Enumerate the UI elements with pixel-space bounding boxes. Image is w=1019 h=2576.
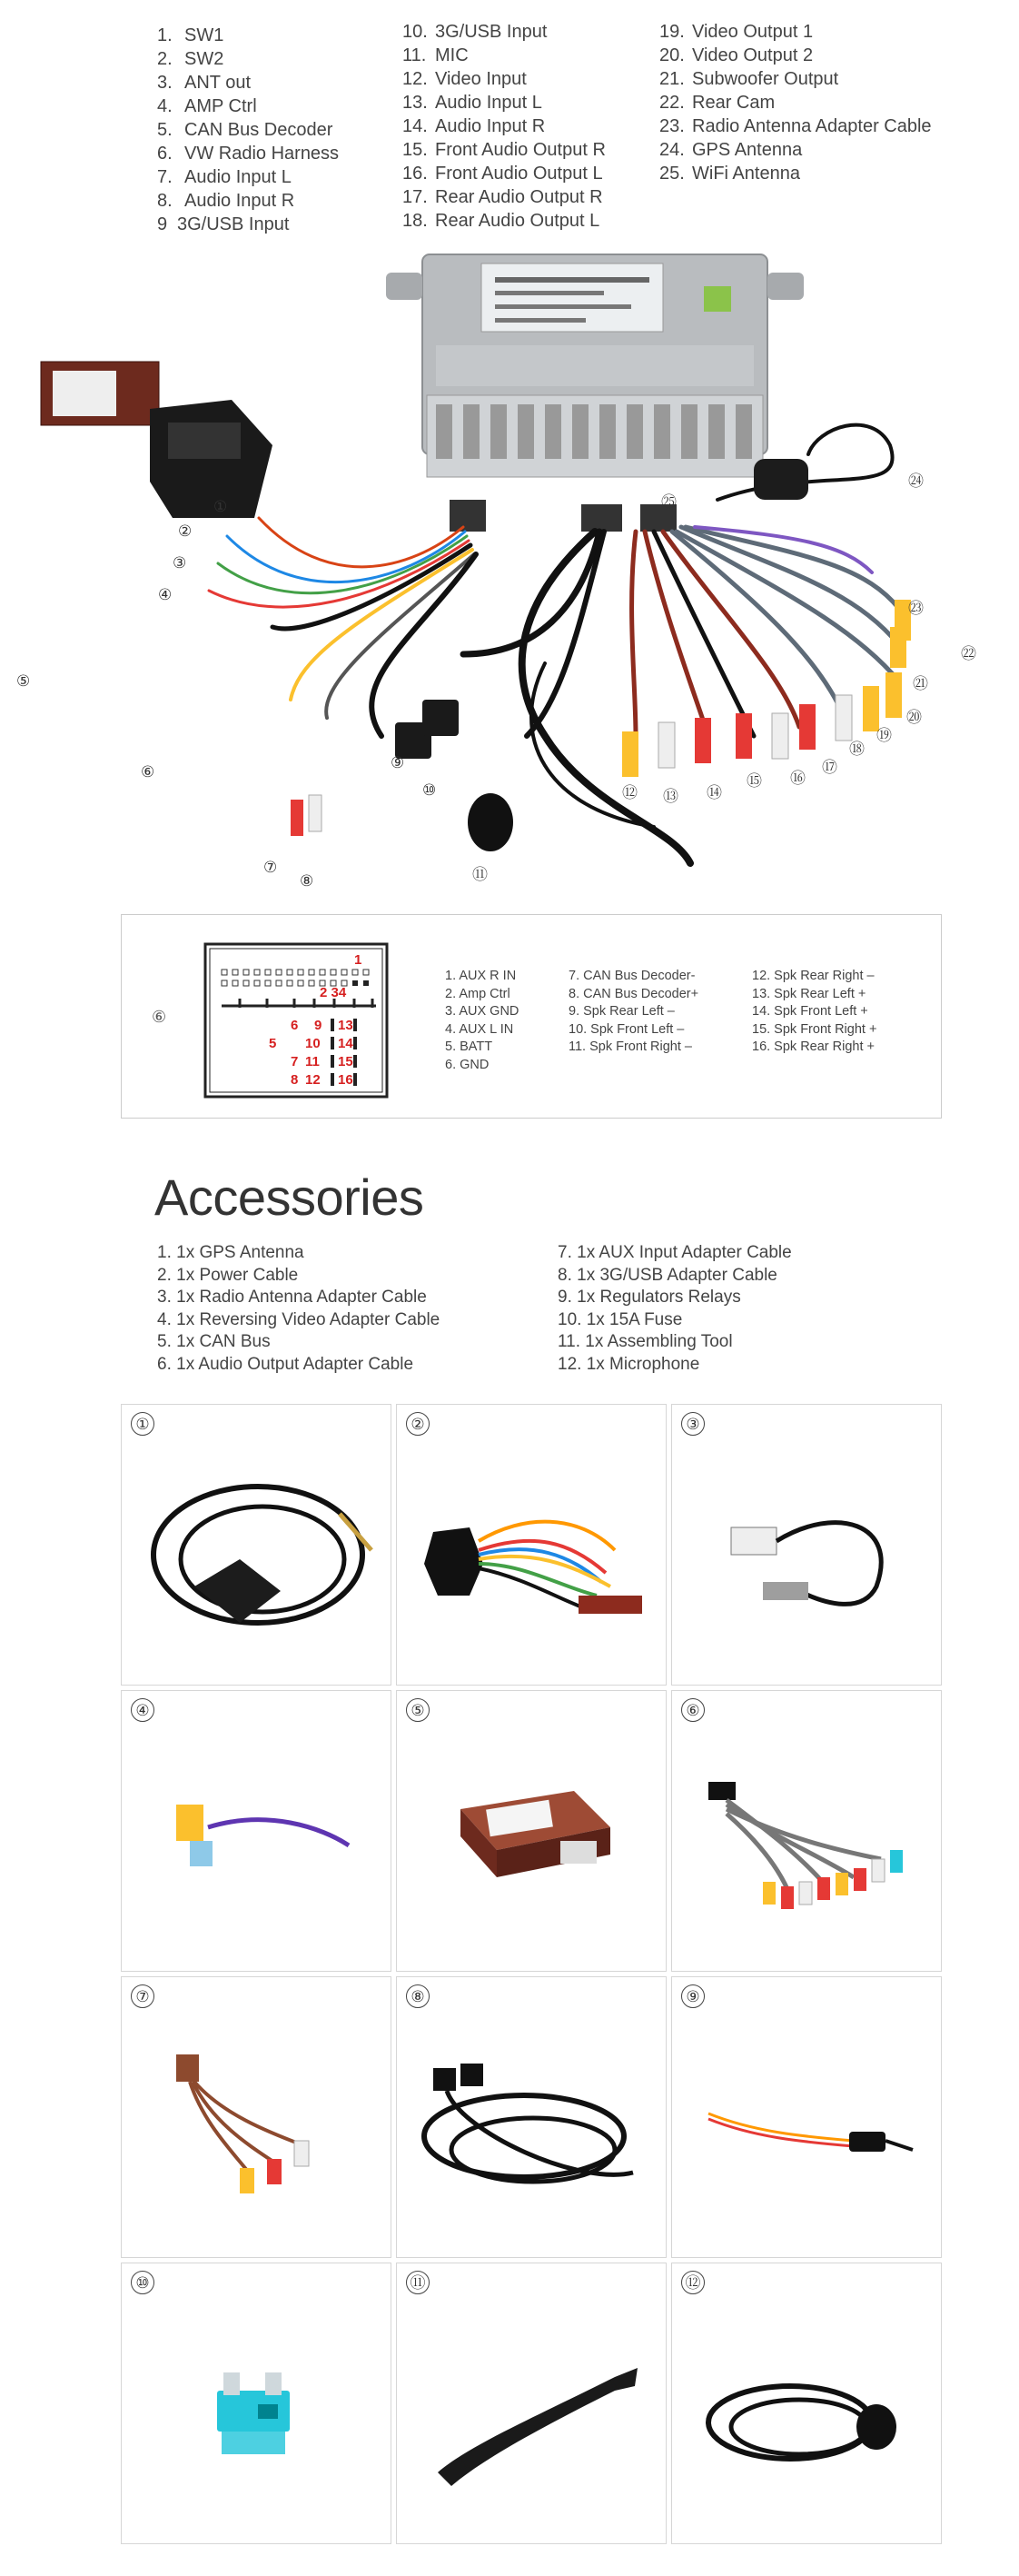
callout-24: ㉔	[908, 472, 924, 491]
legend-item: 5. CAN Bus Decoder	[157, 120, 333, 140]
accessory-card-8	[396, 1976, 667, 2258]
legend-item: 13. Audio Input L	[402, 93, 542, 113]
card-number: ②	[406, 1412, 430, 1436]
callout-20: ⑳	[906, 709, 922, 727]
usb-cable-icon	[397, 1977, 668, 2259]
pin-number: 13	[338, 1018, 353, 1033]
connector-pinout-diagram	[203, 942, 391, 1099]
accessory-card-2	[396, 1404, 667, 1686]
microphone-icon	[468, 793, 513, 851]
reversing-video-adapter-icon	[122, 1691, 392, 1973]
legend-item: 7. Audio Input L	[157, 167, 292, 187]
legend-item: 23. Radio Antenna Adapter Cable	[659, 116, 932, 136]
accessory-item: 3. 1x Radio Antenna Adapter Cable	[157, 1288, 427, 1307]
legend-column-2	[402, 20, 606, 233]
pin-number: 6	[291, 1018, 299, 1033]
callout-4: ④	[158, 586, 173, 604]
accessory-card-1	[121, 1404, 391, 1686]
legend-item: 19. Video Output 1	[659, 22, 814, 42]
callout-15: ⑮	[747, 772, 762, 791]
assembling-tool-icon	[397, 2263, 668, 2545]
callout-12: ⑫	[622, 784, 638, 802]
can-bus-decoder-icon	[41, 362, 159, 425]
card-number: ⑧	[406, 1984, 430, 2008]
callout-10: ⑩	[422, 781, 437, 800]
wiring-diagram	[0, 227, 1019, 900]
radio-antenna-adapter-icon	[672, 1405, 943, 1686]
accessory-card-4	[121, 1690, 391, 1972]
legend-item: 1. SW1	[157, 25, 224, 45]
accessories-list-2	[558, 1242, 792, 1376]
can-bus-box-icon	[397, 1691, 668, 1973]
pin-label: 13. Spk Rear Left +	[752, 986, 866, 1001]
pin-label: 8. CAN Bus Decoder+	[569, 986, 699, 1001]
pin-number: 15	[338, 1054, 353, 1069]
audio-output-cable-icon	[672, 1691, 943, 1973]
callout-19: ⑲	[876, 727, 892, 745]
legend-column-3	[659, 20, 932, 185]
accessory-card-12	[671, 2263, 942, 2544]
legend-item: 4. AMP Ctrl	[157, 96, 257, 116]
callout-17: ⑰	[822, 759, 837, 777]
pin-label: 16. Spk Rear Right +	[752, 1039, 876, 1054]
accessory-card-7	[121, 1976, 391, 2258]
card-number: ④	[131, 1698, 154, 1722]
card-number: ⑩	[131, 2271, 154, 2294]
legend-item: 18. Rear Audio Output L	[402, 211, 600, 231]
pin-label: 11. Spk Front Right –	[569, 1039, 692, 1054]
accessory-item: 2. 1x Power Cable	[157, 1265, 299, 1285]
callout-3: ③	[173, 554, 187, 572]
accessory-item: 5. 1x CAN Bus	[157, 1332, 271, 1351]
callout-14: ⑭	[707, 784, 722, 802]
accessories-list-1	[157, 1242, 440, 1376]
pin-label: 9. Spk Rear Left –	[569, 1004, 675, 1019]
pin-number: 14	[338, 1036, 353, 1051]
legend-item: 21. Subwoofer Output	[659, 69, 839, 89]
vw-radio-harness-icon	[150, 400, 272, 518]
legend-item: 9 3G/USB Input	[157, 214, 290, 234]
pinout-column-3	[752, 968, 876, 1057]
card-number: ⑨	[681, 1984, 705, 2008]
gps-antenna-icon	[754, 459, 808, 500]
callout-16: ⑯	[790, 770, 806, 788]
legend-item: 6. VW Radio Harness	[157, 144, 340, 164]
legend-item: 25. WiFi Antenna	[659, 164, 800, 184]
accessories-heading: Accessories	[154, 1169, 424, 1226]
callout-25: ㉕	[661, 493, 677, 512]
legend-item: 14. Audio Input R	[402, 116, 546, 136]
card-number: ①	[131, 1412, 154, 1436]
legend-item: 2. SW2	[157, 49, 224, 69]
card-number: ⑪	[406, 2271, 430, 2294]
legend-item: 3. ANT out	[157, 73, 251, 93]
pin-label: 12. Spk Rear Right –	[752, 969, 875, 983]
pin-label: 7. CAN Bus Decoder-	[569, 969, 696, 983]
callout-8: ⑧	[300, 872, 314, 890]
legend-item: 12. Video Input	[402, 69, 527, 89]
pin-label: 1. AUX R IN	[445, 969, 517, 983]
callout-13: ⑬	[663, 788, 678, 806]
pin-number: 9	[314, 1018, 322, 1033]
pin-label: 14. Spk Front Left +	[752, 1004, 868, 1019]
pin-number: 10	[305, 1036, 321, 1051]
accessory-card-6	[671, 1690, 942, 1972]
pinout-column-1	[445, 968, 519, 1074]
accessory-item: 7. 1x AUX Input Adapter Cable	[558, 1243, 792, 1262]
legend-item: 11. MIC	[402, 45, 469, 65]
callout-21: ㉑	[913, 675, 928, 693]
pin-label: 4. AUX L IN	[445, 1021, 514, 1037]
accessory-card-11	[396, 2263, 667, 2544]
accessory-item: 8. 1x 3G/USB Adapter Cable	[558, 1265, 777, 1285]
card-number: ⑥	[681, 1698, 705, 1722]
pin-label: 5. BATT	[445, 1039, 493, 1054]
legend-item: 8. Audio Input R	[157, 191, 295, 211]
card-number: ⑦	[131, 1984, 154, 2008]
pin-number: 11	[305, 1054, 320, 1069]
pin-label: 3. AUX GND	[445, 1004, 519, 1019]
callout-7: ⑦	[263, 859, 278, 877]
callout-5: ⑤	[16, 672, 31, 691]
callout-23: ㉓	[908, 600, 924, 618]
pinout-column-2	[569, 968, 698, 1057]
pin-number: 5	[269, 1036, 277, 1051]
pin-number: 7	[291, 1054, 299, 1069]
legend-item: 10. 3G/USB Input	[402, 22, 548, 42]
legend-item: 22. Rear Cam	[659, 93, 776, 113]
pin-number: 1	[354, 952, 362, 968]
pin-label: 10. Spk Front Left –	[569, 1021, 685, 1037]
accessory-item: 1. 1x GPS Antenna	[157, 1243, 304, 1262]
gps-antenna-icon	[122, 1405, 392, 1686]
legend-item: 16. Front Audio Output L	[402, 164, 603, 184]
callout-9: ⑨	[391, 754, 405, 772]
accessory-item: 10. 1x 15A Fuse	[558, 1309, 683, 1329]
callout-18: ⑱	[849, 741, 865, 759]
pinout-label: ⑥	[152, 1008, 167, 1026]
accessory-item: 12. 1x Microphone	[558, 1354, 700, 1374]
relay-cable-icon	[672, 1977, 943, 2259]
power-cable-icon	[397, 1405, 668, 1686]
pin-number: 12	[305, 1072, 321, 1088]
accessory-card-10	[121, 2263, 391, 2544]
card-number: ③	[681, 1412, 705, 1436]
pin-number: 2 34	[320, 985, 347, 1000]
legend-item: 24. GPS Antenna	[659, 140, 803, 160]
accessory-card-3	[671, 1404, 942, 1686]
accessory-card-9	[671, 1976, 942, 2258]
accessory-item: 9. 1x Regulators Relays	[558, 1288, 741, 1307]
pin-label: 2. Amp Ctrl	[445, 986, 510, 1001]
legend-item: 20. Video Output 2	[659, 45, 814, 65]
usb-plug-icon	[422, 700, 459, 736]
accessory-item: 6. 1x Audio Output Adapter Cable	[157, 1354, 414, 1374]
head-unit-chassis	[386, 254, 804, 532]
pin-label: 6. GND	[445, 1057, 490, 1072]
harness-pinout-panel	[121, 914, 942, 1119]
legend-item: 17. Rear Audio Output R	[402, 187, 603, 207]
pin-number: 16	[338, 1072, 353, 1088]
pin-label: 15. Spk Front Right +	[752, 1021, 877, 1037]
aux-input-cable-icon	[122, 1977, 392, 2259]
callout-2: ②	[178, 522, 193, 541]
legend-item: 15. Front Audio Output R	[402, 140, 606, 160]
callout-22: ㉒	[961, 645, 976, 663]
card-number: ⑫	[681, 2271, 705, 2294]
card-number: ⑤	[406, 1698, 430, 1722]
legend-column-1	[157, 24, 339, 236]
callout-1: ①	[213, 498, 228, 516]
callout-6: ⑥	[141, 763, 155, 781]
accessory-item: 4. 1x Reversing Video Adapter Cable	[157, 1309, 440, 1329]
fuse-icon	[122, 2263, 392, 2545]
accessory-item: 11. 1x Assembling Tool	[558, 1332, 733, 1351]
microphone-icon	[672, 2263, 943, 2545]
callout-11: ⑪	[472, 866, 488, 884]
pin-number: 8	[291, 1072, 299, 1088]
accessory-card-5	[396, 1690, 667, 1972]
